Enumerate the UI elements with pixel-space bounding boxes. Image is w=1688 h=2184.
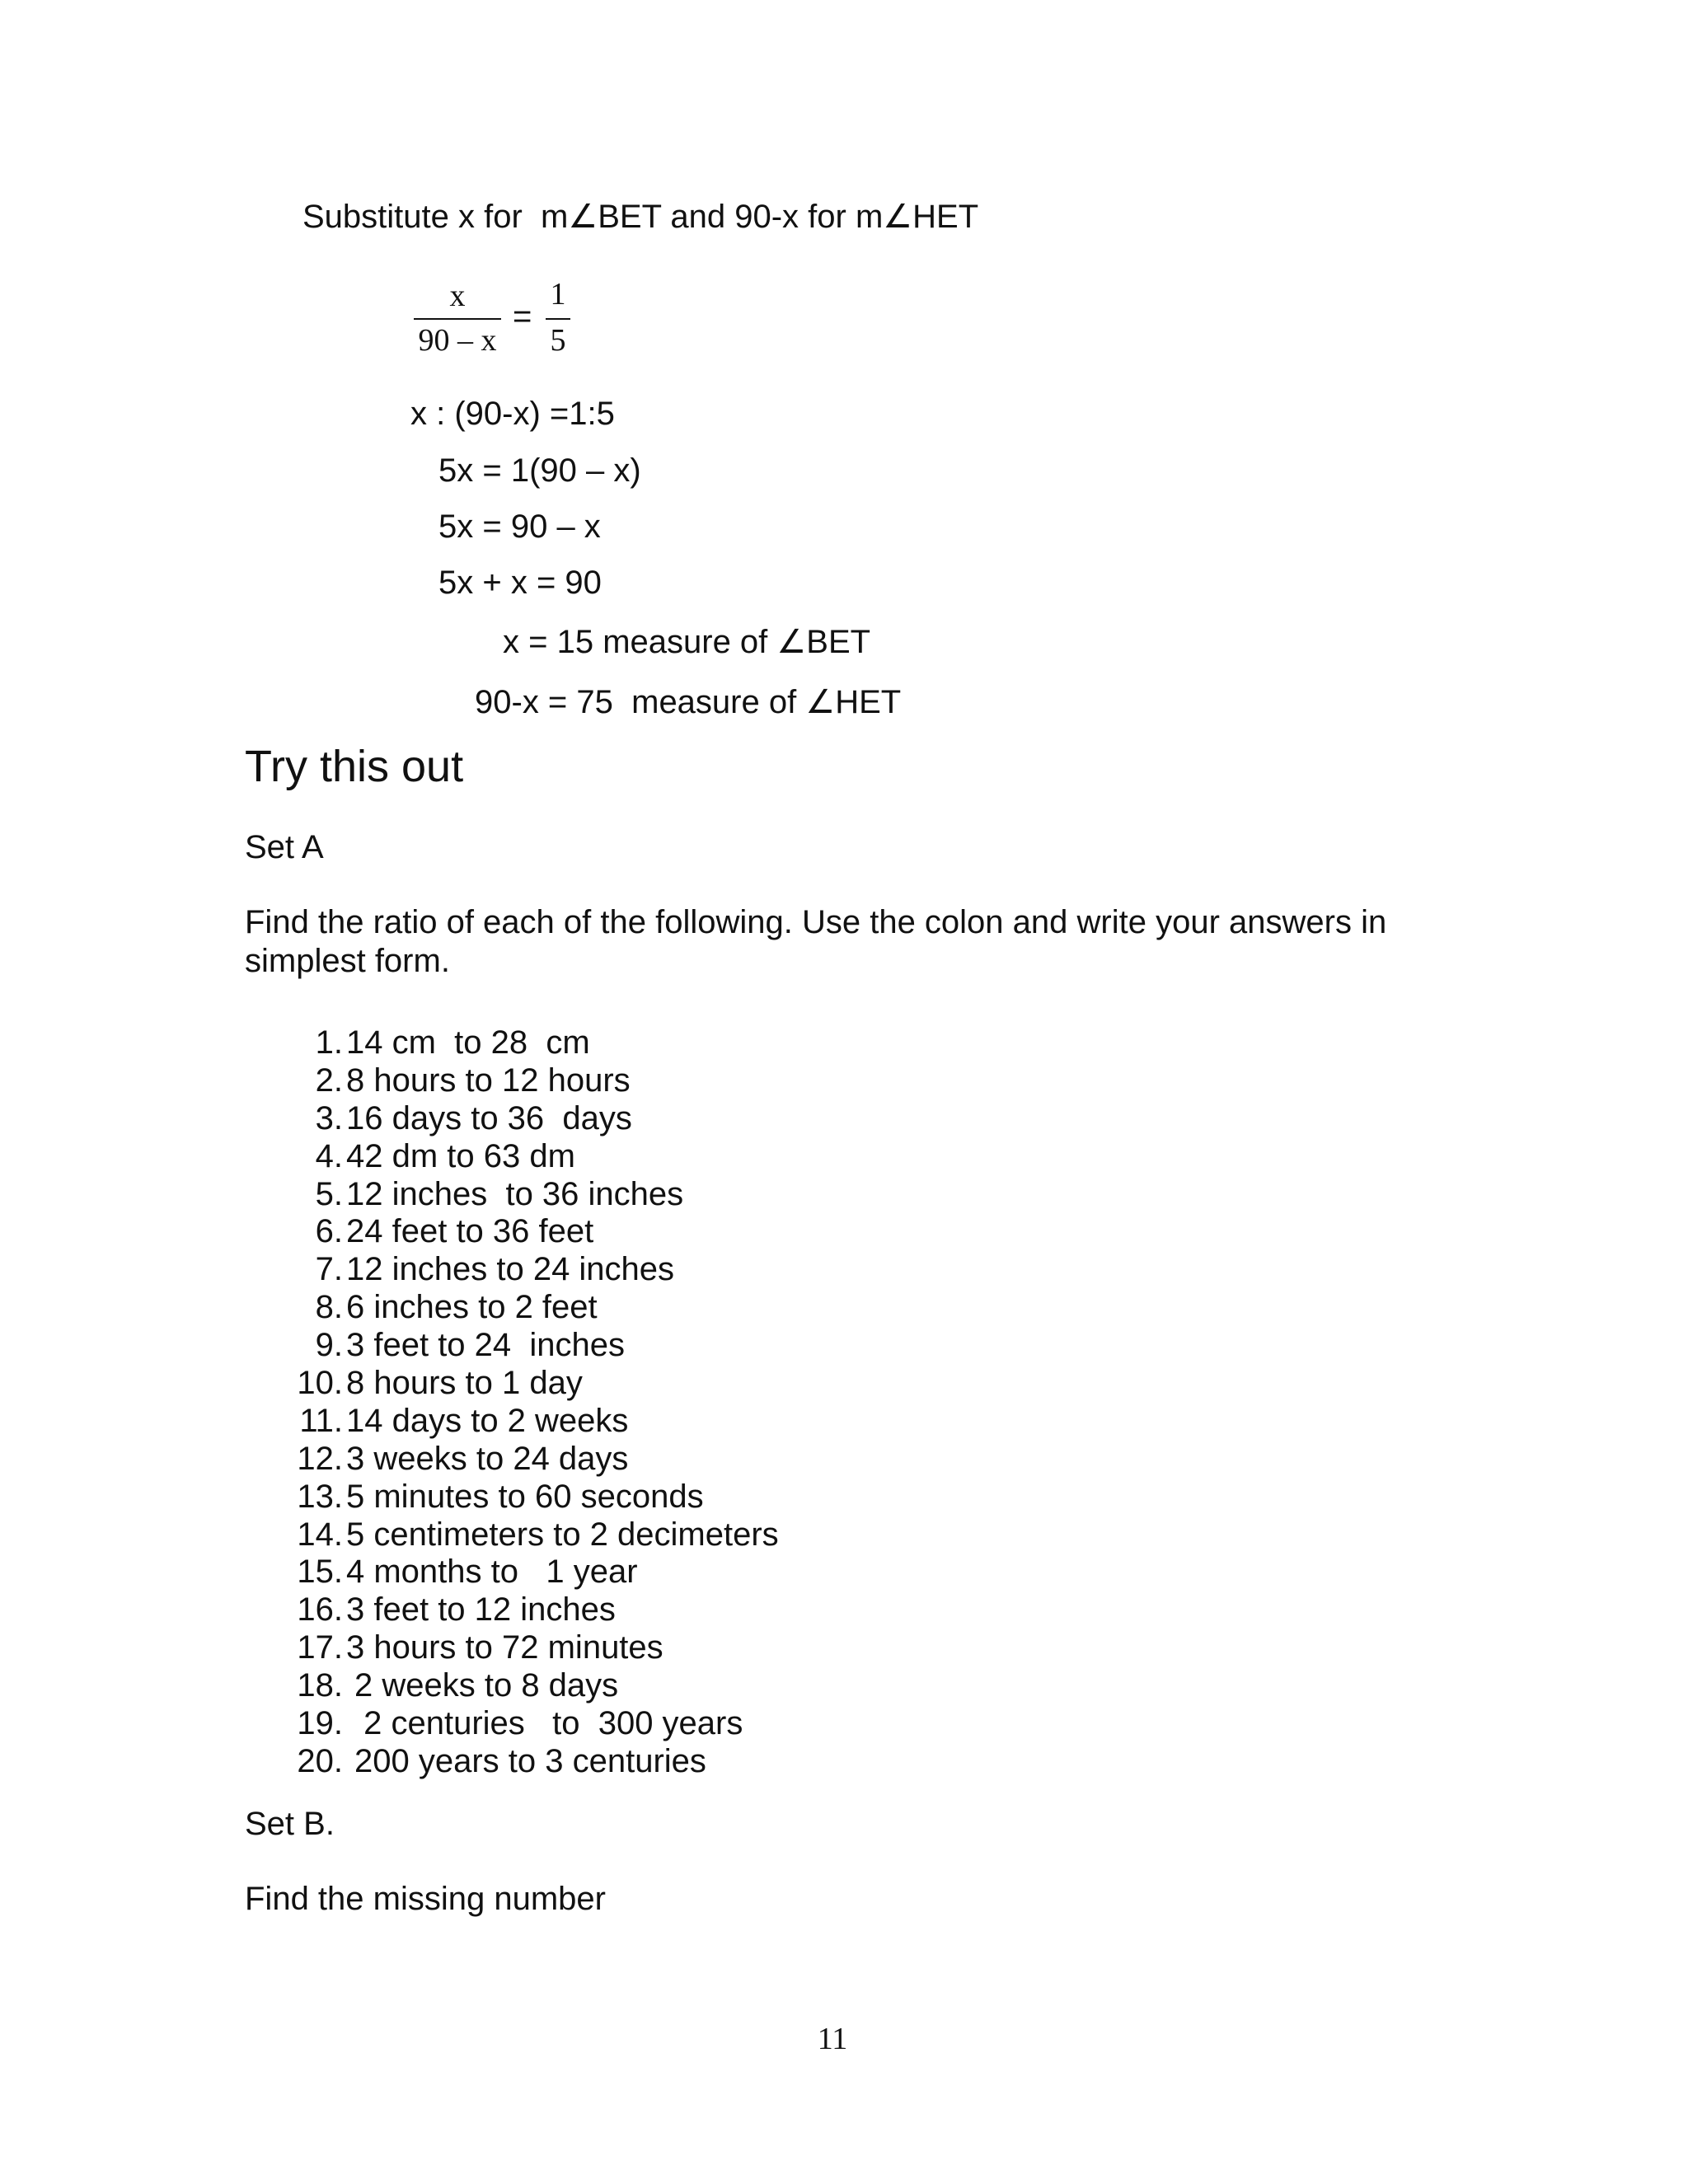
list-item-text: 4 months to 1 year — [346, 1554, 638, 1591]
fraction-right-bar — [546, 318, 570, 320]
list-item-number: 16. — [297, 1591, 343, 1629]
fraction-left-bar — [414, 318, 501, 320]
list-item-text: 5 minutes to 60 seconds — [346, 1478, 704, 1515]
list-item-text: 8 hours to 12 hours — [346, 1062, 631, 1099]
fraction-right-denominator: 5 — [550, 323, 566, 358]
list-item-text: 3 feet to 24 inches — [346, 1327, 626, 1364]
set-b-title: Set B. — [245, 1806, 335, 1842]
list-item-number: 10. — [297, 1365, 343, 1402]
list-item-text: 12 inches to 36 inches — [346, 1175, 684, 1212]
fraction-left-denominator: 90 – x — [418, 323, 497, 358]
page-number: 11 — [817, 2022, 848, 2056]
list-item-text: 14 cm to 28 cm — [346, 1024, 590, 1061]
list-item-number: 20. — [297, 1742, 343, 1779]
list-item-number: 7. — [315, 1251, 343, 1288]
list-item-text: 3 weeks to 24 days — [346, 1440, 629, 1477]
list-item-text: 16 days to 36 days — [346, 1099, 632, 1137]
step-ratio: x : (90-x) =1:5 — [410, 396, 615, 432]
list-item-number: 13. — [297, 1478, 343, 1515]
list-item-text: 24 feet to 36 feet — [346, 1213, 594, 1250]
list-item-number: 14. — [297, 1516, 343, 1553]
list-item-text: 2 centuries to 300 years — [354, 1705, 743, 1742]
list-item-text: 14 days to 2 weeks — [346, 1402, 629, 1439]
list-item-number: 1. — [315, 1024, 343, 1061]
fraction-left-numerator: x — [449, 279, 466, 313]
list-item-text: 8 hours to 1 day — [346, 1365, 583, 1402]
list-item-number: 11. — [299, 1402, 343, 1439]
set-a-instruction-line2: simplest form. — [245, 943, 450, 979]
list-item-text: 3 hours to 72 minutes — [346, 1629, 663, 1666]
list-item-text: 3 feet to 12 inches — [346, 1591, 616, 1629]
set-b-instruction: Find the missing number — [245, 1881, 606, 1917]
list-item-number: 9. — [315, 1327, 343, 1364]
list-item-number: 2. — [315, 1062, 343, 1099]
step-collect: 5x + x = 90 — [438, 565, 602, 601]
list-item-text: 200 years to 3 centuries — [354, 1742, 706, 1779]
set-a-instruction-line1: Find the ratio of each of the following. Use the colon and write your answers in — [245, 904, 1387, 940]
list-item-number: 5. — [315, 1175, 343, 1212]
list-item-number: 18. — [297, 1667, 343, 1704]
step-distribute: 5x = 90 – x — [438, 509, 601, 545]
list-item-text: 6 inches to 2 feet — [346, 1289, 598, 1326]
section-heading: Try this out — [245, 742, 464, 791]
list-item-number: 8. — [315, 1289, 343, 1326]
list-item-number: 15. — [297, 1554, 343, 1591]
fraction-right-numerator: 1 — [550, 277, 566, 312]
list-item-number: 4. — [315, 1137, 343, 1174]
equals-sign: = — [513, 298, 532, 335]
list-item-text: 5 centimeters to 2 decimeters — [346, 1516, 779, 1553]
step-cross-multiply: 5x = 1(90 – x) — [438, 452, 641, 489]
intro-text: Substitute x for m∠BET and 90-x for m∠HET — [302, 199, 979, 235]
list-item-text: 2 weeks to 8 days — [354, 1667, 619, 1704]
step-solution-bet: x = 15 measure of ∠BET — [503, 624, 871, 660]
list-item-number: 3. — [315, 1099, 343, 1137]
step-solution-het: 90-x = 75 measure of ∠HET — [475, 684, 902, 720]
list-item-number: 17. — [297, 1629, 343, 1666]
list-item-number: 6. — [315, 1213, 343, 1250]
list-item-number: 19. — [297, 1705, 343, 1742]
list-item-text: 42 dm to 63 dm — [346, 1137, 575, 1174]
list-item-text: 12 inches to 24 inches — [346, 1251, 675, 1288]
list-item-number: 12. — [297, 1440, 343, 1477]
set-a-title: Set A — [245, 829, 324, 865]
